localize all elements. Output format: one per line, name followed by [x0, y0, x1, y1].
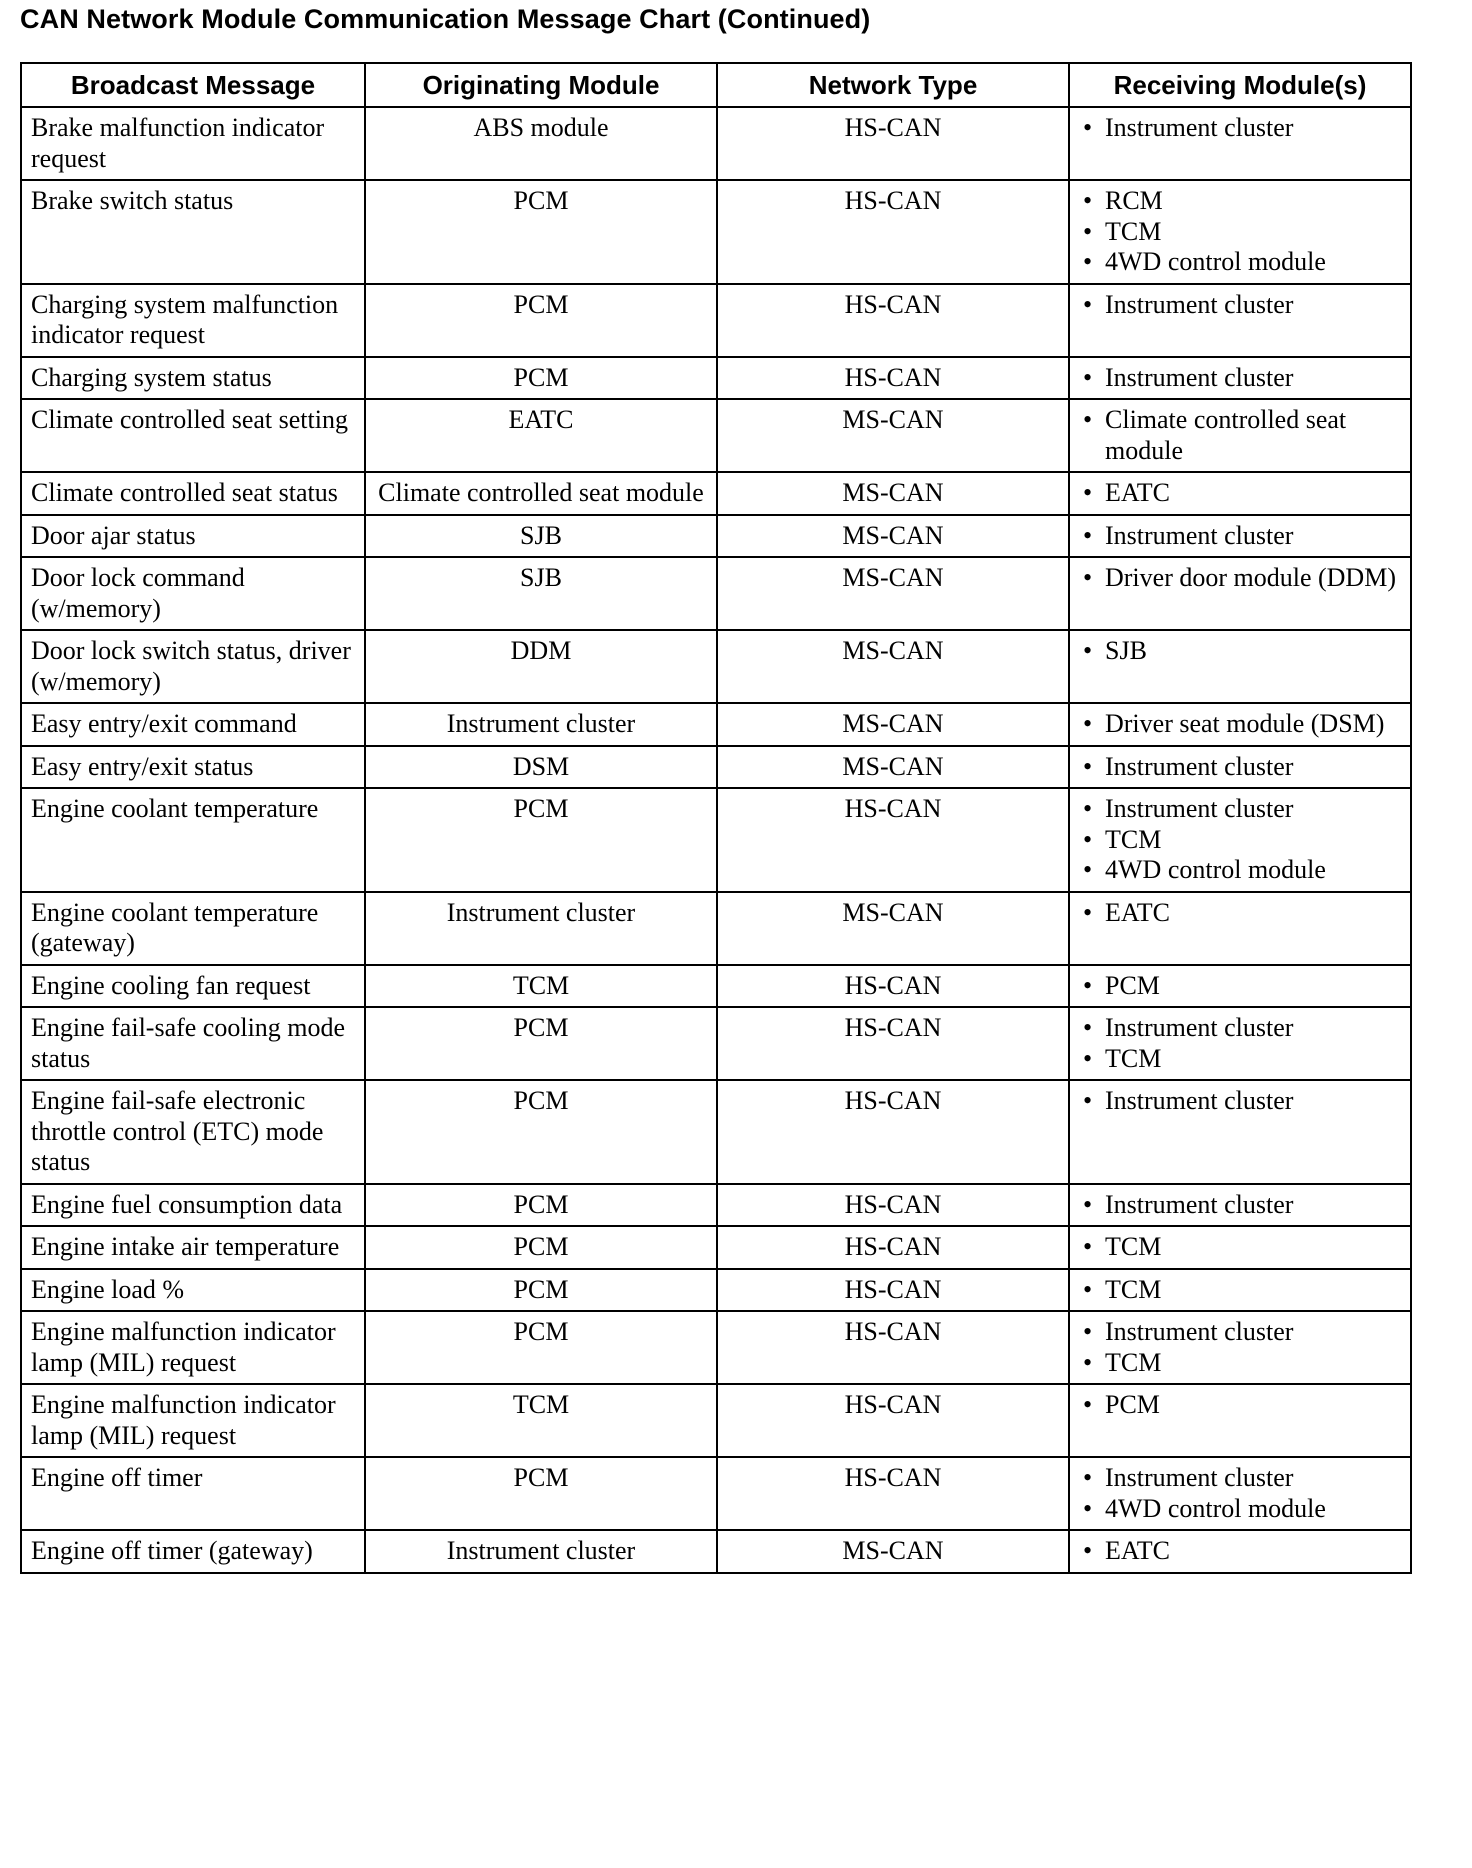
originating-module-cell: PCM — [365, 1269, 717, 1312]
table-row — [21, 1384, 1411, 1457]
broadcast-message-cell: Climate controlled seat setting — [21, 399, 365, 472]
originating-module-cell: PCM — [365, 1457, 717, 1530]
receiving-modules-cell — [1069, 1007, 1411, 1080]
originating-module-cell: SJB — [365, 515, 717, 558]
receiving-modules-cell — [1069, 1184, 1411, 1227]
receiving-modules-cell — [1069, 1530, 1411, 1573]
broadcast-message-cell: Engine coolant temperature (gateway) — [21, 892, 365, 965]
network-type-cell: HS-CAN — [717, 284, 1069, 357]
header-row — [21, 63, 1411, 107]
receiving-module-item: • EATC — [1079, 478, 1401, 509]
table-row — [21, 107, 1411, 180]
receiving-modules-list — [1079, 709, 1401, 740]
receiving-module-item: • EATC — [1079, 1536, 1401, 1567]
originating-module-cell: TCM — [365, 965, 717, 1008]
network-type-cell: HS-CAN — [717, 1080, 1069, 1184]
network-type-cell: MS-CAN — [717, 703, 1069, 746]
network-type-cell: HS-CAN — [717, 180, 1069, 284]
broadcast-message-cell: Engine off timer (gateway) — [21, 1530, 365, 1573]
broadcast-message-cell: Charging system malfunction indicator request — [21, 284, 365, 357]
receiving-modules-cell — [1069, 1269, 1411, 1312]
receiving-module-item: • TCM — [1079, 825, 1401, 856]
receiving-module-item: • 4WD control module — [1079, 855, 1401, 886]
broadcast-message-cell: Door lock command (w/memory) — [21, 557, 365, 630]
receiving-modules-list — [1079, 563, 1401, 594]
receiving-module-item: • Instrument cluster — [1079, 1086, 1401, 1117]
receiving-module-item: • TCM — [1079, 1232, 1401, 1263]
receiving-modules-list — [1079, 1390, 1401, 1421]
receiving-module-item: • RCM — [1079, 186, 1401, 217]
receiving-module-item: • Instrument cluster — [1079, 521, 1401, 552]
broadcast-message-cell: Easy entry/exit status — [21, 746, 365, 789]
originating-module-cell: PCM — [365, 1080, 717, 1184]
receiving-module-item: • Instrument cluster — [1079, 290, 1401, 321]
receiving-modules-cell — [1069, 703, 1411, 746]
receiving-modules-cell — [1069, 788, 1411, 892]
originating-module-cell: EATC — [365, 399, 717, 472]
receiving-modules-list — [1079, 405, 1401, 466]
originating-module-cell: DDM — [365, 630, 717, 703]
receiving-modules-list — [1079, 1275, 1401, 1306]
table-row — [21, 557, 1411, 630]
table-row — [21, 1184, 1411, 1227]
network-type-cell: HS-CAN — [717, 1007, 1069, 1080]
receiving-module-item: • PCM — [1079, 971, 1401, 1002]
receiving-modules-list — [1079, 1190, 1401, 1221]
receiving-modules-cell — [1069, 107, 1411, 180]
table-row — [21, 1226, 1411, 1269]
broadcast-message-cell: Climate controlled seat status — [21, 472, 365, 515]
table-row — [21, 180, 1411, 284]
receiving-modules-cell — [1069, 1384, 1411, 1457]
receiving-modules-list — [1079, 898, 1401, 929]
receiving-modules-list — [1079, 971, 1401, 1002]
network-type-cell: HS-CAN — [717, 788, 1069, 892]
table-row — [21, 472, 1411, 515]
receiving-modules-list — [1079, 794, 1401, 886]
originating-module-cell: TCM — [365, 1384, 717, 1457]
broadcast-message-cell: Engine malfunction indicator lamp (MIL) request — [21, 1384, 365, 1457]
broadcast-message-cell: Door lock switch status, driver (w/memory) — [21, 630, 365, 703]
table-row — [21, 788, 1411, 892]
receiving-modules-cell — [1069, 399, 1411, 472]
receiving-modules-cell — [1069, 515, 1411, 558]
table-row — [21, 515, 1411, 558]
receiving-module-item: • EATC — [1079, 898, 1401, 929]
receiving-module-item: • TCM — [1079, 1044, 1401, 1075]
broadcast-message-cell: Engine fail-safe electronic throttle control (ETC) mode status — [21, 1080, 365, 1184]
receiving-modules-list — [1079, 1463, 1401, 1524]
broadcast-message-cell: Charging system status — [21, 357, 365, 400]
table-row — [21, 1007, 1411, 1080]
network-type-cell: MS-CAN — [717, 746, 1069, 789]
receiving-module-item: • Driver door module (DDM) — [1079, 563, 1401, 594]
originating-module-cell: PCM — [365, 180, 717, 284]
table-row — [21, 399, 1411, 472]
receiving-modules-cell — [1069, 965, 1411, 1008]
receiving-module-item: • PCM — [1079, 1390, 1401, 1421]
network-type-cell: HS-CAN — [717, 1269, 1069, 1312]
originating-module-cell: Instrument cluster — [365, 1530, 717, 1573]
receiving-modules-list — [1079, 752, 1401, 783]
receiving-module-item: • Driver seat module (DSM) — [1079, 709, 1401, 740]
broadcast-message-cell: Engine off timer — [21, 1457, 365, 1530]
broadcast-message-cell: Engine coolant temperature — [21, 788, 365, 892]
receiving-modules-list — [1079, 113, 1401, 144]
originating-module-cell: Climate controlled seat module — [365, 472, 717, 515]
receiving-module-item: • Instrument cluster — [1079, 794, 1401, 825]
receiving-module-item: • Instrument cluster — [1079, 113, 1401, 144]
broadcast-message-cell: Door ajar status — [21, 515, 365, 558]
network-type-cell: MS-CAN — [717, 557, 1069, 630]
broadcast-message-cell: Engine cooling fan request — [21, 965, 365, 1008]
network-type-cell: HS-CAN — [717, 965, 1069, 1008]
receiving-module-item: • TCM — [1079, 217, 1401, 248]
network-type-cell: HS-CAN — [717, 107, 1069, 180]
receiving-modules-list — [1079, 478, 1401, 509]
receiving-module-item: • 4WD control module — [1079, 247, 1401, 278]
table-row — [21, 746, 1411, 789]
broadcast-message-cell: Engine load % — [21, 1269, 365, 1312]
receiving-module-item: • TCM — [1079, 1275, 1401, 1306]
receiving-modules-cell — [1069, 472, 1411, 515]
receiving-modules-cell — [1069, 1457, 1411, 1530]
receiving-modules-cell — [1069, 180, 1411, 284]
receiving-module-item: • TCM — [1079, 1348, 1401, 1379]
receiving-modules-cell — [1069, 557, 1411, 630]
broadcast-message-cell: Brake malfunction indicator request — [21, 107, 365, 180]
network-type-cell: HS-CAN — [717, 1311, 1069, 1384]
receiving-modules-list — [1079, 1086, 1401, 1117]
receiving-modules-cell — [1069, 630, 1411, 703]
receiving-modules-list — [1079, 1536, 1401, 1567]
network-type-cell: HS-CAN — [717, 357, 1069, 400]
broadcast-message-cell: Easy entry/exit command — [21, 703, 365, 746]
originating-module-cell: PCM — [365, 1007, 717, 1080]
header-receiving-modules: Receiving Module(s) — [1069, 63, 1411, 107]
receiving-modules-list — [1079, 1013, 1401, 1074]
receiving-module-item: • Instrument cluster — [1079, 1190, 1401, 1221]
receiving-module-item: • 4WD control module — [1079, 1494, 1401, 1525]
network-type-cell: MS-CAN — [717, 630, 1069, 703]
network-type-cell: HS-CAN — [717, 1384, 1069, 1457]
table-row — [21, 1080, 1411, 1184]
table-body — [21, 107, 1411, 1573]
table-row — [21, 892, 1411, 965]
broadcast-message-cell: Brake switch status — [21, 180, 365, 284]
network-type-cell: MS-CAN — [717, 472, 1069, 515]
table-row — [21, 357, 1411, 400]
network-type-cell: HS-CAN — [717, 1226, 1069, 1269]
originating-module-cell: PCM — [365, 1184, 717, 1227]
receiving-module-item: • Instrument cluster — [1079, 752, 1401, 783]
receiving-module-item: • Climate controlled seat module — [1079, 405, 1401, 466]
receiving-modules-list — [1079, 636, 1401, 667]
broadcast-message-cell: Engine fuel consumption data — [21, 1184, 365, 1227]
table-row — [21, 1311, 1411, 1384]
receiving-modules-cell — [1069, 1226, 1411, 1269]
table-row — [21, 630, 1411, 703]
receiving-module-item: • SJB — [1079, 636, 1401, 667]
broadcast-message-cell: Engine intake air temperature — [21, 1226, 365, 1269]
originating-module-cell: PCM — [365, 1226, 717, 1269]
receiving-modules-list — [1079, 1232, 1401, 1263]
header-network-type: Network Type — [717, 63, 1069, 107]
receiving-modules-cell — [1069, 284, 1411, 357]
receiving-modules-list — [1079, 363, 1401, 394]
table-row — [21, 1269, 1411, 1312]
network-type-cell: MS-CAN — [717, 1530, 1069, 1573]
header-originating-module: Originating Module — [365, 63, 717, 107]
originating-module-cell: DSM — [365, 746, 717, 789]
page-title: CAN Network Module Communication Message Chart (Continued) — [20, 4, 871, 34]
header-broadcast-message: Broadcast Message — [21, 63, 365, 107]
originating-module-cell: PCM — [365, 788, 717, 892]
receiving-modules-list — [1079, 186, 1401, 278]
receiving-module-item: • Instrument cluster — [1079, 363, 1401, 394]
receiving-module-item: • Instrument cluster — [1079, 1013, 1401, 1044]
table-row — [21, 1457, 1411, 1530]
table-row — [21, 703, 1411, 746]
originating-module-cell: PCM — [365, 284, 717, 357]
table-row — [21, 1530, 1411, 1573]
originating-module-cell: PCM — [365, 1311, 717, 1384]
receiving-modules-list — [1079, 290, 1401, 321]
receiving-modules-cell — [1069, 357, 1411, 400]
broadcast-message-cell: Engine fail-safe cooling mode status — [21, 1007, 365, 1080]
originating-module-cell: PCM — [365, 357, 717, 400]
receiving-modules-list — [1079, 521, 1401, 552]
table-row — [21, 284, 1411, 357]
network-type-cell: MS-CAN — [717, 399, 1069, 472]
network-type-cell: MS-CAN — [717, 515, 1069, 558]
originating-module-cell: SJB — [365, 557, 717, 630]
receiving-module-item: • Instrument cluster — [1079, 1463, 1401, 1494]
receiving-modules-cell — [1069, 1311, 1411, 1384]
originating-module-cell: Instrument cluster — [365, 892, 717, 965]
receiving-modules-list — [1079, 1317, 1401, 1378]
network-type-cell: HS-CAN — [717, 1457, 1069, 1530]
originating-module-cell: Instrument cluster — [365, 703, 717, 746]
table-row — [21, 965, 1411, 1008]
network-type-cell: HS-CAN — [717, 1184, 1069, 1227]
receiving-modules-cell — [1069, 892, 1411, 965]
receiving-module-item: • Instrument cluster — [1079, 1317, 1401, 1348]
network-type-cell: MS-CAN — [717, 892, 1069, 965]
originating-module-cell: ABS module — [365, 107, 717, 180]
broadcast-message-cell: Engine malfunction indicator lamp (MIL) request — [21, 1311, 365, 1384]
receiving-modules-cell — [1069, 746, 1411, 789]
message-chart-table — [20, 62, 1412, 1574]
receiving-modules-cell — [1069, 1080, 1411, 1184]
